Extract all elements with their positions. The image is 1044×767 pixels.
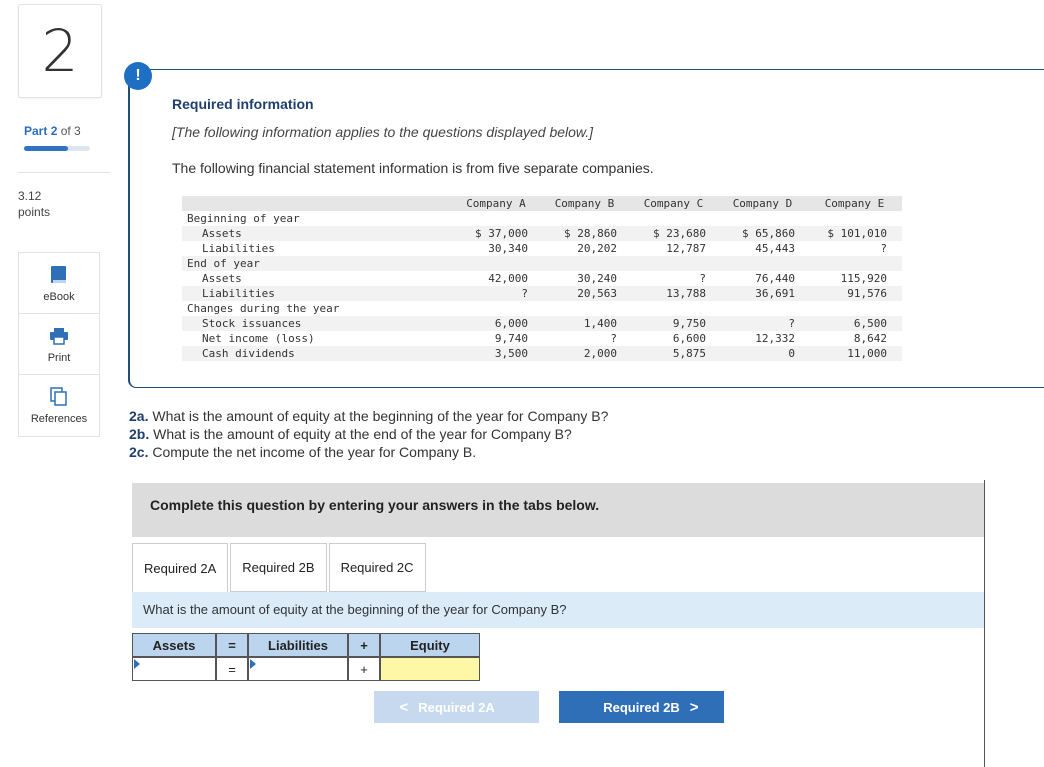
table-cell — [540, 301, 629, 316]
financial-data-table — [182, 196, 902, 361]
column-header: Company E — [824, 197, 885, 210]
table-row — [182, 256, 902, 271]
ebook-label: eBook — [43, 290, 75, 303]
column-header: Company C — [643, 197, 704, 210]
book-icon — [50, 264, 68, 286]
points-label: points — [18, 205, 51, 219]
liabilities-input[interactable] — [248, 657, 348, 681]
table-cell — [452, 256, 540, 271]
table-row — [182, 331, 902, 346]
print-button[interactable] — [19, 314, 99, 375]
required-info-title: Required information — [172, 96, 314, 112]
assets-header: Assets — [132, 633, 216, 657]
table-cell — [718, 301, 807, 316]
table-cell — [540, 211, 629, 226]
required-info-intro: The following financial statement information is from five separate companies. — [172, 160, 654, 176]
row-label: Assets — [202, 272, 242, 285]
row-label: Net income (loss) — [202, 332, 315, 345]
question-text: What is the amount of equity at the end of the year for Company B? — [149, 426, 572, 442]
equation-header-row — [132, 633, 480, 657]
part-progress-fill — [24, 146, 68, 151]
table-cell — [807, 301, 902, 316]
prev-tab-button[interactable] — [374, 691, 539, 723]
table-row — [182, 301, 902, 316]
question-tag: 2b. — [129, 426, 150, 442]
table-cell: 12,332 — [755, 332, 795, 345]
table-cell — [718, 211, 807, 226]
table-cell: 45,443 — [755, 242, 795, 255]
table-header-row — [182, 196, 902, 211]
table-cell — [629, 301, 718, 316]
part-total: of 3 — [60, 124, 81, 138]
table-row — [182, 211, 902, 226]
tab-bar — [132, 543, 428, 593]
question-tag: 2a. — [129, 408, 149, 424]
question-list — [129, 407, 608, 461]
table-cell: 12,787 — [666, 242, 706, 255]
references-button[interactable] — [19, 375, 99, 436]
ebook-button[interactable] — [19, 253, 99, 314]
table-cell: 9,750 — [672, 317, 706, 330]
table-cell: ? — [788, 317, 795, 330]
equation-input-row — [132, 657, 480, 681]
prev-tab-label: Required 2A — [418, 699, 495, 715]
table-cell: $ 65,860 — [742, 227, 795, 240]
assets-input[interactable] — [132, 657, 216, 681]
table-cell: 0 — [788, 347, 795, 360]
print-label: Print — [47, 351, 71, 364]
table-cell: 91,576 — [847, 287, 887, 300]
input-marker-icon — [250, 659, 256, 669]
points — [18, 188, 50, 220]
input-marker-icon — [134, 659, 140, 669]
table-row — [182, 316, 902, 331]
table-cell: 5,875 — [672, 347, 706, 360]
table-cell: 30,240 — [577, 272, 617, 285]
table-row — [182, 226, 902, 241]
complete-instruction: Complete this question by entering your answers in the tabs below. — [132, 483, 984, 537]
equity-equation — [132, 633, 480, 681]
equity-header: Equity — [380, 633, 480, 657]
chevron-left-icon: < — [399, 698, 409, 716]
table-cell: 11,000 — [847, 347, 887, 360]
part-label: Part — [24, 124, 48, 138]
table-cell: 36,691 — [755, 287, 795, 300]
row-label: Cash dividends — [202, 347, 295, 360]
question-number: 2 — [18, 4, 102, 98]
liabilities-header: Liabilities — [248, 633, 348, 657]
question-text: Compute the net income of the year for Company B. — [148, 444, 477, 460]
row-label: Liabilities — [202, 287, 275, 300]
table-cell: 1,400 — [583, 317, 617, 330]
row-label: Beginning of year — [187, 212, 300, 225]
column-header: Company A — [466, 197, 526, 210]
question-text: What is the amount of equity at the beginning of the year for Company B? — [148, 408, 609, 424]
table-cell: 3,500 — [494, 347, 528, 360]
printer-icon — [49, 325, 69, 347]
plus-sign: + — [348, 657, 380, 681]
alert-icon: ! — [124, 62, 152, 90]
next-tab-button[interactable] — [559, 691, 724, 723]
tools-panel — [18, 252, 100, 437]
chevron-right-icon: > — [689, 698, 699, 716]
table-cell: 6,600 — [672, 332, 706, 345]
column-header: Company B — [554, 197, 615, 210]
next-tab-label: Required 2B — [603, 699, 680, 715]
table-cell: 20,202 — [577, 242, 617, 255]
row-label: Assets — [202, 227, 242, 240]
equity-input[interactable] — [380, 657, 480, 681]
table-row — [182, 271, 902, 286]
table-cell — [629, 211, 718, 226]
table-cell: 20,563 — [577, 287, 617, 300]
question-item — [129, 425, 608, 443]
question-tag: 2c. — [129, 444, 149, 460]
points-value: 3.12 — [18, 189, 42, 203]
table-cell: ? — [610, 332, 617, 345]
table-cell: 13,788 — [666, 287, 706, 300]
active-question: What is the amount of equity at the beginning of the year for Company B? — [132, 592, 984, 628]
table-cell: 30,340 — [488, 242, 528, 255]
tab-required-2a[interactable]: Required 2A — [132, 543, 228, 593]
table-cell: $ 23,680 — [653, 227, 706, 240]
table-cell — [629, 256, 718, 271]
question-item — [129, 443, 608, 461]
table-cell — [807, 211, 902, 226]
sidebar-divider — [18, 172, 110, 173]
row-label: Changes during the year — [187, 302, 340, 315]
column-header: Company D — [732, 197, 793, 210]
tab-required-2c[interactable]: Required 2C — [329, 543, 426, 592]
row-label: Stock issuances — [202, 317, 302, 330]
part-current: 2 — [50, 124, 58, 138]
copy-icon — [50, 386, 68, 408]
table-cell — [540, 256, 629, 271]
table-cell: ? — [521, 287, 528, 300]
table-cell: 9,740 — [494, 332, 528, 345]
panel-right-border — [984, 480, 985, 767]
part-progress-bar — [24, 146, 90, 151]
table-row — [182, 286, 902, 301]
table-cell: 2,000 — [583, 347, 617, 360]
table-cell — [718, 256, 807, 271]
table-cell: 6,500 — [853, 317, 887, 330]
table-row — [182, 241, 902, 256]
table-cell: 115,920 — [840, 272, 887, 285]
table-cell: $ 101,010 — [827, 227, 887, 240]
plus-header: + — [348, 633, 380, 657]
equals-header: = — [216, 633, 248, 657]
row-label: End of year — [187, 257, 260, 270]
table-cell — [452, 301, 540, 316]
equals-sign: = — [216, 657, 248, 681]
table-cell: 8,642 — [853, 332, 887, 345]
part-indicator — [24, 124, 81, 138]
table-cell: ? — [880, 242, 887, 255]
table-row — [182, 346, 902, 361]
table-cell: $ 28,860 — [564, 227, 617, 240]
table-cell: ? — [699, 272, 706, 285]
table-cell — [807, 256, 902, 271]
question-item — [129, 407, 608, 425]
table-cell: $ 37,000 — [475, 227, 528, 240]
table-cell — [452, 211, 540, 226]
tab-required-2b[interactable]: Required 2B — [230, 543, 326, 592]
required-info-note: [The following information applies to the questions displayed below.] — [172, 124, 594, 140]
table-cell: 6,000 — [494, 317, 528, 330]
references-label: References — [30, 413, 88, 425]
table-cell: 76,440 — [755, 272, 795, 285]
row-label: Liabilities — [202, 242, 275, 255]
table-cell: 42,000 — [488, 272, 528, 285]
